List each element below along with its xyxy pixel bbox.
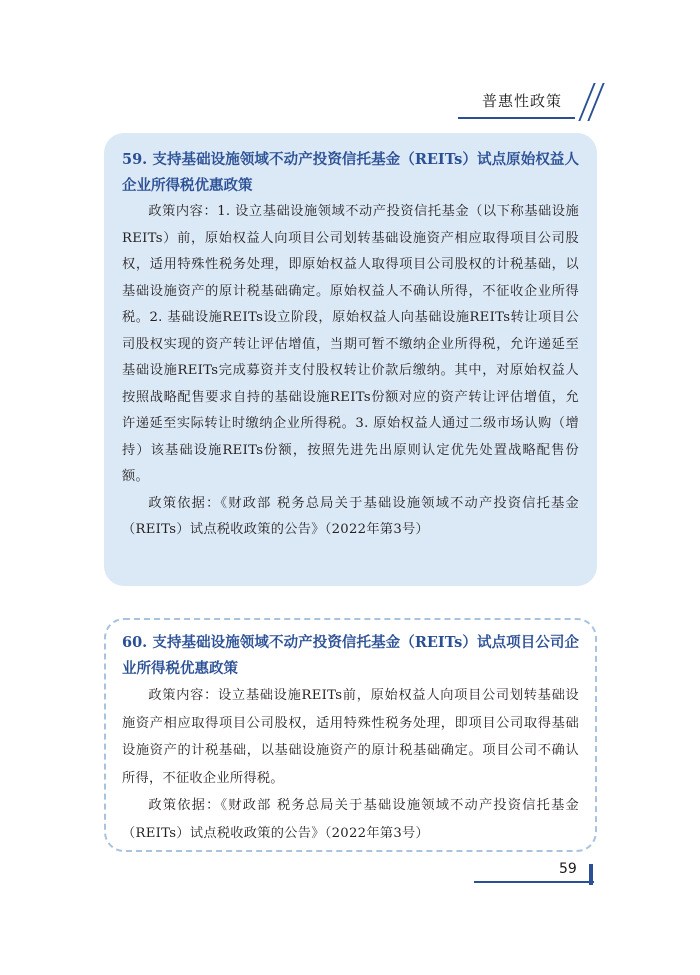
footer-rule xyxy=(474,881,594,883)
policy-card-60 xyxy=(104,618,597,852)
policy-title: 60. 支持基础设施领域不动产投资信托基金（REITs）试点项目公司企业所得税优惠政策 xyxy=(122,634,579,677)
policy-title: 59. 支持基础设施领域不动产投资信托基金（REITs）试点原始权益人企业所得税优惠政策 xyxy=(122,151,579,194)
header-rule xyxy=(458,117,575,119)
footer-mark-decoration xyxy=(589,864,593,885)
header-slash-decoration xyxy=(587,83,604,121)
policy-basis: 政策依据：《财政部 税务总局关于基础设施领域不动产投资信托基金（REITs）试点税收政策的公告》（2022年第3号） xyxy=(122,798,579,841)
policy-content: 政策内容：1. 设立基础设施领域不动产投资信托基金（以下称基础设施REITs）前，原始权益人向项目公司划转基础设施资产相应取得项目公司股权，适用特殊性税务处理，即原始权益人取得项目公司股权的计税基础，以基础设施资产的原计税基础确定。原始权益人不确认所得，不征收企业所得税。2. 基础设施REITs设立阶段，原始权益人向基础设施REITs转让项目公司股权实现的资产转让评估增值，当期可暂不缴纳企业所得税，允许递延至基础设施REITs完成募资并支付股权转让价款后缴纳。其中，对原始权益人按照战略配售要求自持的基础设施REITs份额对应的资产转让评估增值，允许递延至实际转让时缴纳企业所得税。3. 原始权益人通过二级市场认购（增持）该基础设施REITs份额，按照先进先出原则认定优先处置战略配售份额。 xyxy=(122,204,579,484)
policy-content: 政策内容：设立基础设施REITs前，原始权益人向项目公司划转基础设施资产相应取得项目公司股权，适用特殊性税务处理，即项目公司取得基础设施资产的计税基础，以基础设施资产的原计税基础确定。项目公司不确认所得，不征收企业所得税。 xyxy=(122,688,579,786)
policy-card-59 xyxy=(104,133,597,586)
section-title: 普惠性政策 xyxy=(482,92,563,110)
header-slash-decoration xyxy=(578,83,595,121)
policy-basis: 政策依据：《财政部 税务总局关于基础设施领域不动产投资信托基金（REITs）试点税收政策的公告》（2022年第3号） xyxy=(122,495,579,537)
page-number: 59 xyxy=(559,861,577,877)
